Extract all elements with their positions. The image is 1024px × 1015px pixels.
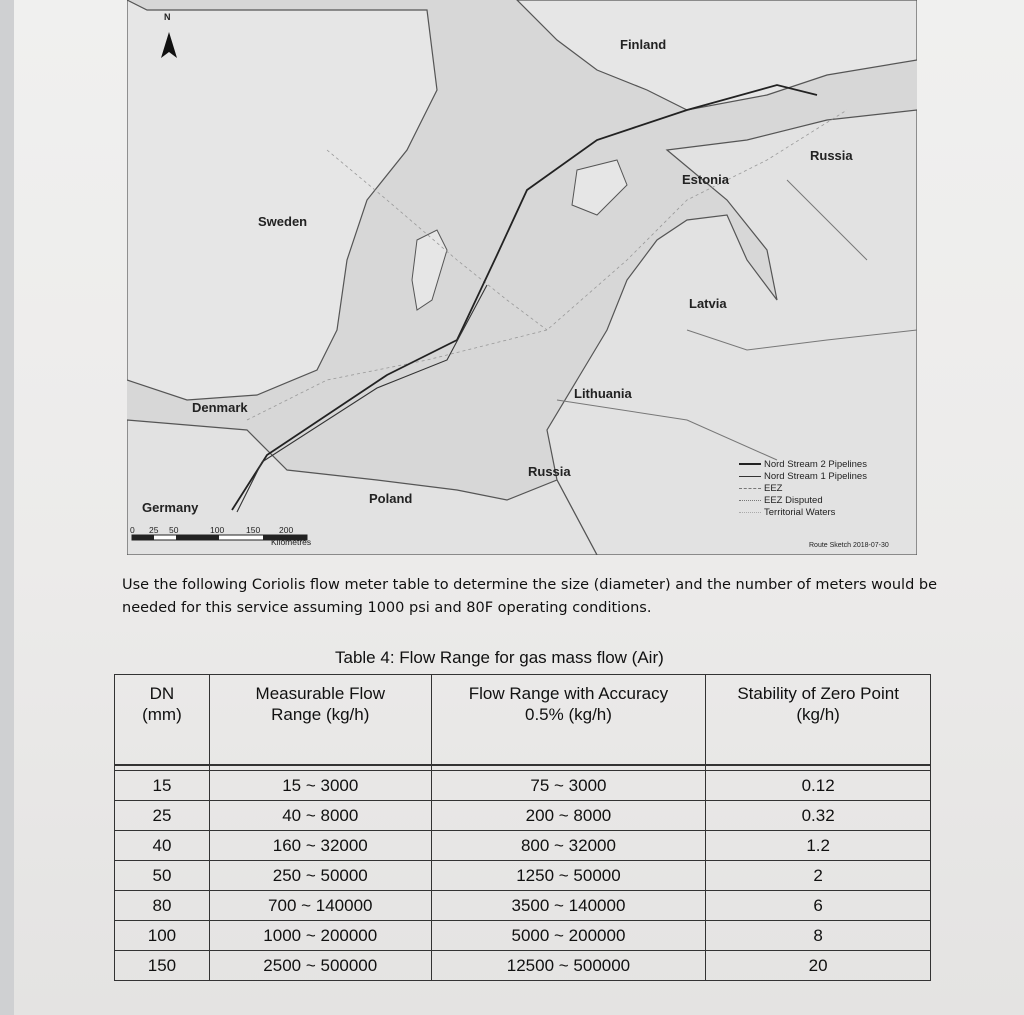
header-zero-point-stability: Stability of Zero Point (kg/h)	[706, 675, 931, 766]
table-row: 150 2500 ~ 500000 12500 ~ 500000 20	[115, 951, 931, 981]
label-denmark: Denmark	[192, 400, 248, 415]
label-finland: Finland	[620, 37, 667, 52]
header-dn: DN (mm)	[115, 675, 210, 766]
flow-range-table	[114, 674, 931, 981]
label-latvia: Latvia	[689, 296, 727, 311]
label-estonia: Estonia	[682, 172, 729, 187]
north-arrow-label: N	[164, 12, 171, 22]
scale-tick: 100	[210, 525, 225, 535]
label-germany: Germany	[142, 500, 199, 515]
legend-item: Territorial Waters	[739, 506, 867, 518]
table-row: 80 700 ~ 140000 3500 ~ 140000 6	[115, 891, 931, 921]
label-russia-kaliningrad: Russia	[528, 464, 571, 479]
label-poland: Poland	[369, 491, 413, 506]
table-title: Table 4: Flow Range for gas mass flow (Air)	[335, 648, 664, 667]
legend-item: EEZ	[739, 482, 867, 494]
table-row: 25 40 ~ 8000 200 ~ 8000 0.32	[115, 801, 931, 831]
map-credit: Route Sketch 2018-07-30	[809, 542, 889, 549]
header-flow-range-accuracy: Flow Range with Accuracy 0.5% (kg/h)	[431, 675, 706, 766]
map-legend	[739, 458, 867, 518]
legend-item: Nord Stream 2 Pipelines	[739, 458, 867, 470]
baltic-sea-pipeline-map	[127, 0, 917, 555]
legend-item: EEZ Disputed	[739, 494, 867, 506]
question-text: Use the following Coriolis flow meter table to determine the size (diameter) and the number of meters would be needed for this service assuming 1000 psi and 80F operating conditions.	[122, 577, 938, 616]
scale-unit: Kilometres	[271, 537, 312, 547]
table-row: 40 160 ~ 32000 800 ~ 32000 1.2	[115, 831, 931, 861]
table-row: 50 250 ~ 50000 1250 ~ 50000 2	[115, 861, 931, 891]
scale-tick: 150	[246, 525, 261, 535]
label-sweden: Sweden	[258, 214, 308, 229]
legend-item: Nord Stream 1 Pipelines	[739, 470, 867, 482]
table-row: 100 1000 ~ 200000 5000 ~ 200000 8	[115, 921, 931, 951]
scale-tick: 200	[279, 525, 294, 535]
table-row: 15 15 ~ 3000 75 ~ 3000 0.12	[115, 771, 931, 801]
label-russia-northeast: Russia	[810, 148, 853, 163]
header-measurable-flow: Measurable Flow Range (kg/h)	[209, 675, 431, 766]
scale-tick: 50	[169, 525, 179, 535]
scale-tick: 25	[149, 525, 159, 535]
scale-tick: 0	[130, 525, 135, 535]
label-lithuania: Lithuania	[574, 386, 632, 401]
printed-page	[14, 0, 1024, 1015]
